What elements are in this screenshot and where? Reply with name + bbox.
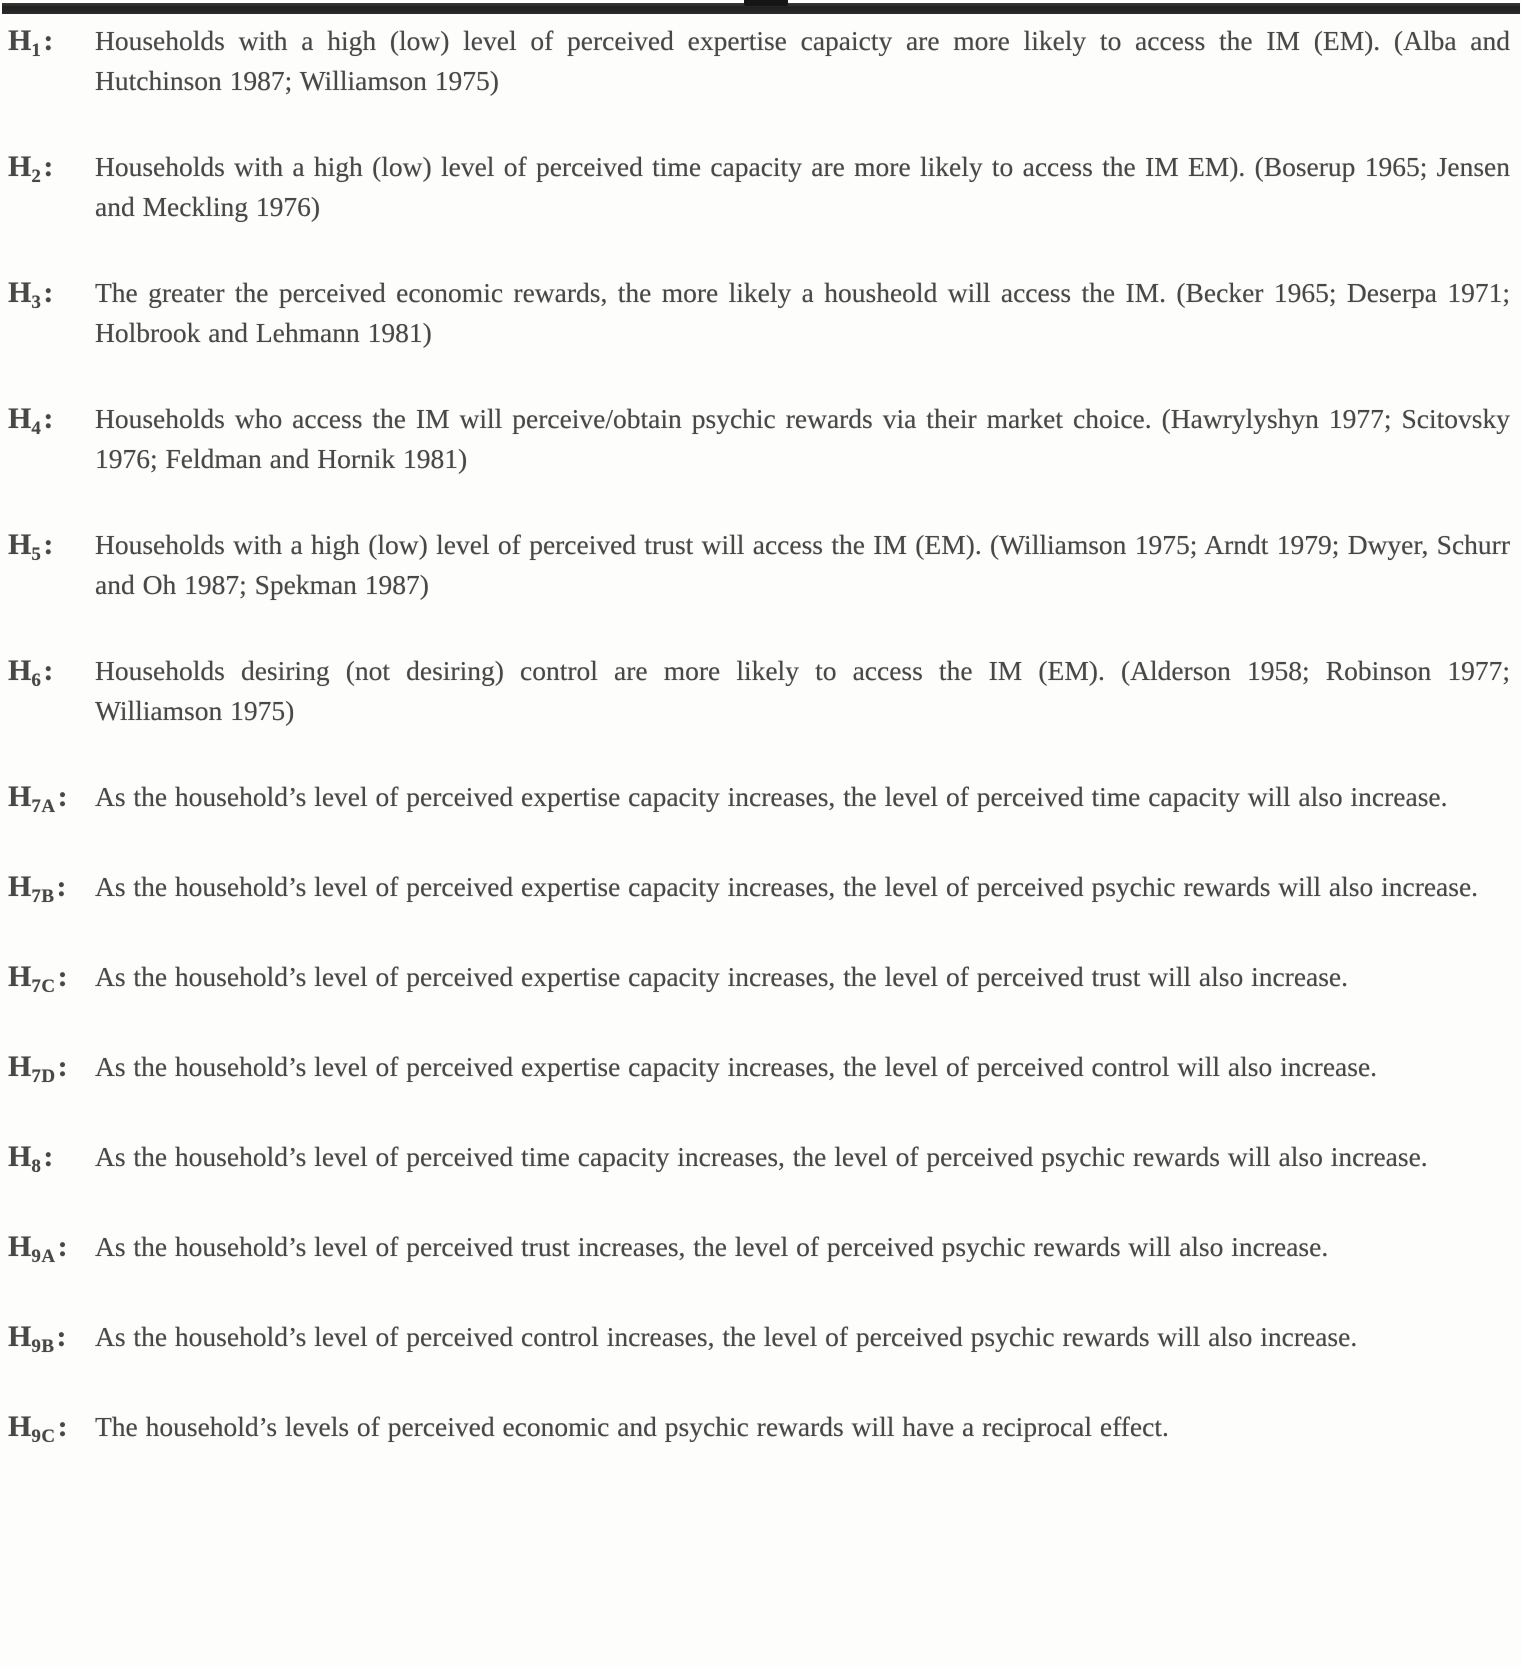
- hypothesis-prefix: H: [8, 150, 32, 183]
- hypothesis-colon: :: [43, 276, 54, 309]
- hypothesis-item: [8, 1227, 1510, 1271]
- hypothesis-item: [8, 1137, 1510, 1181]
- hypothesis-prefix: H: [8, 276, 32, 309]
- hypothesis-prefix: H: [8, 402, 32, 435]
- hypothesis-subscript: 5: [31, 544, 42, 565]
- hypothesis-colon: :: [57, 780, 68, 813]
- hypothesis-colon: :: [56, 870, 67, 903]
- hypothesis-item: [8, 651, 1510, 731]
- hypothesis-colon: :: [57, 1230, 68, 1263]
- hypothesis-text: As the household’s level of perceived trust increases, the level of perceived psychic rewards will also increase.: [95, 1231, 1329, 1262]
- hypothesis-prefix: H: [8, 654, 32, 687]
- hypothesis-list: [0, 14, 1522, 1451]
- hypothesis-item: [8, 399, 1510, 479]
- hypothesis-item: [8, 1047, 1510, 1091]
- hypothesis-prefix: H: [8, 1410, 32, 1443]
- hypothesis-subscript: 2: [31, 166, 42, 187]
- hypothesis-prefix: H: [8, 1140, 32, 1173]
- hypothesis-prefix: H: [8, 1320, 32, 1353]
- hypothesis-item: [8, 867, 1510, 911]
- hypothesis-subscript: 4: [31, 418, 42, 439]
- hypothesis-label: [8, 1317, 95, 1361]
- hypothesis-item: [8, 21, 1510, 101]
- hypothesis-subscript: 7D: [31, 1066, 56, 1087]
- hypothesis-prefix: H: [8, 24, 32, 57]
- page-top-rule: [2, 3, 1520, 14]
- hypothesis-colon: :: [43, 1140, 54, 1173]
- hypothesis-subscript: 7A: [31, 796, 56, 817]
- hypothesis-item: [8, 1407, 1510, 1451]
- hypothesis-label: [8, 525, 95, 569]
- hypothesis-colon: :: [43, 654, 54, 687]
- hypothesis-subscript: 9A: [31, 1246, 56, 1267]
- hypothesis-subscript: 3: [31, 292, 42, 313]
- hypothesis-subscript: 8: [31, 1156, 42, 1177]
- hypothesis-colon: :: [57, 1050, 68, 1083]
- hypothesis-colon: :: [43, 150, 54, 183]
- hypothesis-subscript: 7C: [31, 976, 56, 997]
- scan-artifact-blob: [744, 0, 788, 6]
- hypothesis-text: Households with a high (low) level of perceived expertise capaicty are more likely to access the IM (EM). (Alba and Hutchinson 1987; Williamson 1975): [95, 25, 1510, 96]
- hypothesis-colon: :: [43, 528, 54, 561]
- hypothesis-label: [8, 399, 95, 443]
- hypothesis-text: As the household’s level of perceived expertise capacity increases, the level of perceived psychic rewards will also increase.: [95, 871, 1479, 902]
- hypothesis-label: [8, 1407, 95, 1451]
- hypothesis-label: [8, 147, 95, 191]
- hypothesis-prefix: H: [8, 870, 32, 903]
- hypothesis-colon: :: [43, 402, 54, 435]
- hypothesis-subscript: 1: [31, 40, 42, 61]
- hypothesis-prefix: H: [8, 780, 32, 813]
- hypothesis-label: [8, 777, 95, 821]
- hypothesis-colon: :: [57, 960, 68, 993]
- hypothesis-colon: :: [57, 1410, 68, 1443]
- hypothesis-label: [8, 957, 95, 1001]
- hypothesis-text: As the household’s level of perceived expertise capacity increases, the level of perceived time capacity will also increase.: [95, 781, 1448, 812]
- hypothesis-label: [8, 273, 95, 317]
- hypothesis-prefix: H: [8, 1050, 32, 1083]
- hypothesis-label: [8, 1227, 95, 1271]
- hypothesis-text: Households who access the IM will perceive/obtain psychic rewards via their market choice. (Hawrylyshyn 1977; Scitovsky 1976; Feldman and Hornik 1981): [95, 403, 1510, 474]
- hypothesis-prefix: H: [8, 960, 32, 993]
- hypothesis-prefix: H: [8, 1230, 32, 1263]
- hypothesis-colon: :: [43, 24, 54, 57]
- hypothesis-text: As the household’s level of perceived expertise capacity increases, the level of perceived trust will also increase.: [95, 961, 1349, 992]
- hypothesis-subscript: 9C: [31, 1426, 56, 1447]
- hypothesis-label: [8, 21, 95, 65]
- hypothesis-colon: :: [56, 1320, 67, 1353]
- hypothesis-text: The greater the perceived economic rewards, the more likely a housheold will access the IM. (Becker 1965; Deserpa 1971; Holbrook and Lehmann 1981): [95, 277, 1510, 348]
- hypothesis-prefix: H: [8, 528, 32, 561]
- hypothesis-text: Households desiring (not desiring) control are more likely to access the IM (EM). (Alderson 1958; Robinson 1977; Williamson 1975): [95, 655, 1510, 726]
- hypothesis-subscript: 7B: [31, 886, 55, 907]
- hypothesis-text: Households with a high (low) level of perceived trust will access the IM (EM). (Williamson 1975; Arndt 1979; Dwyer, Schurr and Oh 1987; Spekman 1987): [95, 529, 1510, 600]
- hypothesis-text: As the household’s level of perceived control increases, the level of perceived psychic rewards will also increase.: [95, 1321, 1358, 1352]
- hypothesis-label: [8, 651, 95, 695]
- hypothesis-text: As the household’s level of perceived expertise capacity increases, the level of perceived control will also increase.: [95, 1051, 1378, 1082]
- hypothesis-item: [8, 525, 1510, 605]
- hypothesis-item: [8, 1317, 1510, 1361]
- hypothesis-subscript: 6: [31, 670, 42, 691]
- hypothesis-item: [8, 147, 1510, 227]
- hypothesis-label: [8, 867, 95, 911]
- hypothesis-item: [8, 957, 1510, 1001]
- hypothesis-text: As the household’s level of perceived time capacity increases, the level of perceived psychic rewards will also increase.: [95, 1141, 1428, 1172]
- hypothesis-item: [8, 777, 1510, 821]
- hypothesis-item: [8, 273, 1510, 353]
- hypothesis-label: [8, 1137, 95, 1181]
- hypothesis-subscript: 9B: [31, 1336, 55, 1357]
- hypothesis-label: [8, 1047, 95, 1091]
- hypothesis-text: Households with a high (low) level of perceived time capacity are more likely to access the IM EM). (Boserup 1965; Jensen and Meckling 1976): [95, 151, 1510, 222]
- hypothesis-text: The household’s levels of perceived economic and psychic rewards will have a reciprocal effect.: [95, 1411, 1169, 1442]
